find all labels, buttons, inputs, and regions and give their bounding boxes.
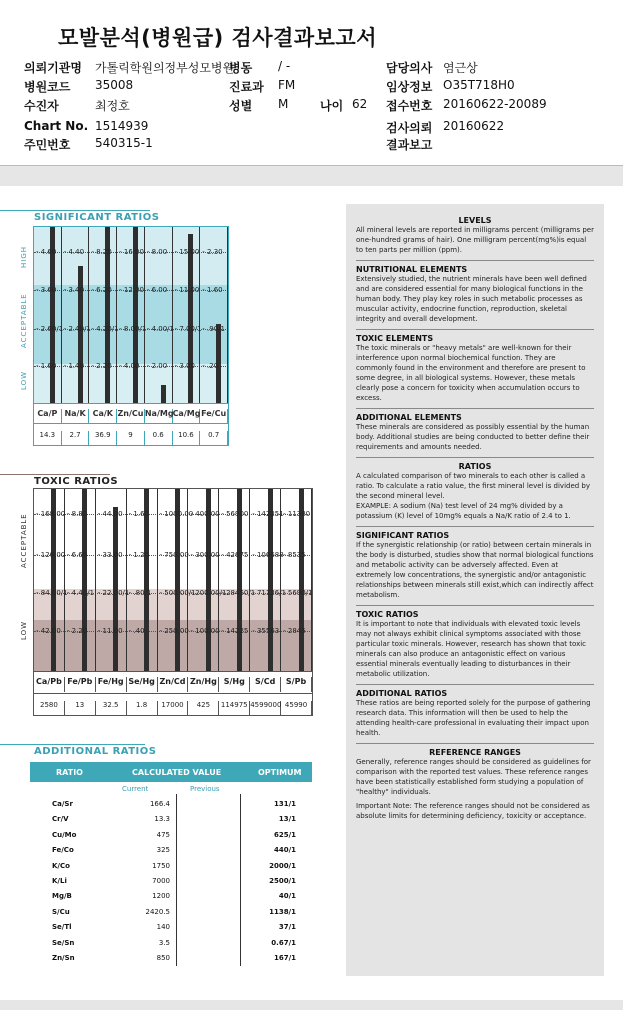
tick-label: - 14225 bbox=[221, 626, 249, 635]
ratio-column bbox=[219, 489, 256, 671]
ratio-category-label: Ca/P bbox=[34, 409, 62, 424]
important-note: Important Note: The reference ranges should not be considered as absolute limits for determining deficiency, toxicity or acceptance. bbox=[356, 802, 590, 820]
ratio-name: Se/Sn bbox=[52, 938, 75, 947]
ratio-category-label: S/Pb bbox=[281, 677, 312, 692]
ratios-text: A calculated comparison of two minerals to each other is called a ratio. To calculate a ratio value, the first mineral level is divided by the second mineral level. bbox=[356, 472, 591, 500]
reference-ranges-text: Generally, reference ranges should be considered as guidelines for comparison with the reported test values. These reference ranges have been statistically established form studying a population of "healthy" individuals. bbox=[356, 758, 591, 796]
ratio-name: Ca/Sr bbox=[52, 800, 73, 808]
table-row bbox=[30, 800, 312, 815]
table-row bbox=[30, 908, 312, 923]
ratio-value-label: 9 bbox=[117, 431, 145, 445]
ratios-example: EXAMPLE: A sodium (Na) test level of 24 mg% divided by a potassium (K) level of 10mg% equals a Na/K ratio of 2.4 to 1. bbox=[356, 502, 571, 520]
table-header bbox=[30, 762, 312, 782]
tick-label: - 126.00 bbox=[36, 550, 66, 559]
ratio-value-label: 2580 bbox=[34, 701, 65, 715]
tick-label: - 1000.00 bbox=[159, 510, 194, 519]
ratio-column bbox=[281, 489, 312, 671]
ratio-name: Mg/B bbox=[52, 892, 72, 901]
field-label: 병원코드 bbox=[24, 80, 71, 94]
field-value: M bbox=[278, 97, 289, 111]
toxic-elements-text: The toxic minerals or "heavy metals" are well-known for their interference upon normal biochemical function. They are commonly found in the environment and therefore are present to some degree, in all biological systems. However, these metals clearly pose a concern for toxicity when accumulation occurs to excess. bbox=[356, 344, 586, 402]
tick-label: - 2.30 bbox=[202, 247, 223, 256]
tick-label: - .20 bbox=[202, 362, 219, 371]
subheader-previous: Previous bbox=[190, 785, 220, 793]
ratio-category-label: Zn/Cd bbox=[158, 677, 189, 692]
optimum-value: 625/1 bbox=[273, 830, 296, 839]
table-row bbox=[30, 954, 312, 969]
significant-ratios-info-text: If the synergistic relationship (or ratio) between certain minerals in the body is disturbed, studies show that normal biological functions and metabolic activity can be adversely affected. Even at extremely low concentrations, the synergistic and/or antagonistic relationships between minerals still exist,which can indirectly affect metabolism. bbox=[356, 541, 594, 599]
divider bbox=[356, 605, 594, 606]
ratio-category-label: Na/Mg bbox=[145, 409, 173, 424]
tick-label: - 8.00 bbox=[146, 247, 168, 256]
ratio-column bbox=[34, 227, 62, 403]
tick-label: - 100.00 bbox=[190, 626, 220, 635]
tick-label: - 750.00 bbox=[159, 550, 189, 559]
field-label: 접수번호 bbox=[386, 99, 433, 113]
field-label: 검사의뢰 bbox=[386, 121, 433, 135]
ratio-category-label: Zn/Cu bbox=[117, 409, 145, 424]
ratio-column bbox=[89, 227, 117, 403]
ratio-column bbox=[250, 489, 287, 671]
table-row bbox=[30, 939, 312, 954]
tick-label: - 4.20/1 bbox=[91, 325, 119, 334]
ratio-value-label: 4599000 bbox=[250, 701, 281, 715]
toxic-elements-title: TOXIC ELEMENTS bbox=[356, 334, 434, 343]
ratio-column bbox=[200, 227, 228, 403]
levels-title: LEVELS bbox=[458, 216, 492, 225]
ratio-value-label: 0.6 bbox=[145, 431, 173, 445]
toxic-ratios-title: TOXIC RATIOS bbox=[34, 476, 119, 487]
ratio-category-label: Zn/Hg bbox=[188, 677, 219, 692]
divider bbox=[356, 743, 594, 744]
optimum-value: 440/1 bbox=[273, 846, 296, 855]
table-row bbox=[30, 815, 312, 830]
nutritional-text: Extensively studied, the nutrient minerals have been well defined and are considered essential for many biological functions in the human body. They play key roles in such metabolic processes as muscular activity, endocrine function, reproduction, skeletal integrity and overall development. bbox=[356, 275, 587, 323]
ratio-value-label: 14.3 bbox=[34, 431, 62, 445]
ratio-name: Zn/Sn bbox=[52, 954, 75, 962]
tick-label: - 1.60 bbox=[128, 510, 149, 519]
tick-label: - 8.80 bbox=[66, 510, 88, 519]
report-header bbox=[0, 0, 623, 166]
ratio-column bbox=[173, 227, 201, 403]
tick-label: - 4.40/1 bbox=[66, 588, 95, 597]
tick-label: - 5690/1 bbox=[283, 588, 313, 597]
zone-label-acceptable: ACCEPTABLE bbox=[20, 513, 28, 568]
tick-label: - 1.20 bbox=[128, 550, 149, 559]
current-value: 850 bbox=[156, 954, 170, 962]
field-value: / - bbox=[278, 59, 291, 73]
significant-ratios-title: SIGNIFICANT RATIOS bbox=[34, 212, 160, 223]
field-value: 1514939 bbox=[95, 119, 149, 133]
field-value: 최정호 bbox=[95, 99, 130, 113]
current-value: 3.5 bbox=[158, 938, 170, 947]
toxic-ratios-chart bbox=[33, 488, 313, 672]
current-value: 475 bbox=[156, 830, 170, 839]
ratios-title: RATIOS bbox=[458, 462, 492, 471]
ratio-value-label: 36.9 bbox=[89, 431, 117, 445]
tick-label: - 2845 bbox=[283, 626, 306, 635]
field-value: 염근상 bbox=[443, 61, 478, 75]
report-title: 모발분석(병원급) 검사결과보고서 bbox=[58, 26, 378, 50]
ratio-value-label: 13 bbox=[65, 701, 96, 715]
toxic-ratios-values bbox=[33, 694, 313, 716]
tick-label: - 168.00 bbox=[36, 510, 66, 519]
levels-text: All mineral levels are reported in milligrams percent (milligrams per one-hundred grams of hair). One milligram percent(mg%)is equal to ten parts per million (ppm). bbox=[356, 226, 594, 254]
ratio-category-label: Ca/Pb bbox=[34, 677, 65, 692]
reference-ranges-title: REFERENCE RANGES bbox=[429, 748, 521, 757]
current-value: 7000 bbox=[152, 877, 170, 885]
tick-label: - 71126/1 bbox=[252, 588, 287, 597]
header-calculated: CALCULATED VALUE bbox=[132, 768, 222, 777]
explanation-panel bbox=[346, 204, 604, 976]
tick-label: - 4.40 bbox=[63, 247, 85, 256]
ratio-value-label: 1.8 bbox=[127, 701, 158, 715]
tick-label: - 2.20 bbox=[66, 626, 88, 635]
ratio-column bbox=[65, 489, 96, 671]
field-label: 결과보고 bbox=[386, 138, 433, 152]
optimum-value: 2500/1 bbox=[269, 877, 296, 885]
optimum-value: 13/1 bbox=[278, 815, 296, 824]
tick-label: - 2.00 bbox=[146, 362, 168, 371]
tick-label: - 6.60 bbox=[66, 550, 88, 559]
additional-elements-title: ADDITIONAL ELEMENTS bbox=[356, 413, 462, 422]
tick-label: - 1.40 bbox=[63, 362, 85, 371]
additional-ratios-title: ADDITIONAL RATIOS bbox=[34, 746, 157, 757]
field-label: 성별 bbox=[229, 99, 253, 113]
tick-label: - 4.00 bbox=[119, 362, 140, 371]
tick-label: - .40 bbox=[128, 626, 145, 635]
tick-label: - 400.00 bbox=[190, 510, 220, 519]
tick-label: - 28450/1 bbox=[221, 588, 256, 597]
table-row bbox=[30, 831, 312, 846]
tick-label: - 8535 bbox=[283, 550, 306, 559]
tick-label: - 7.00/1 bbox=[174, 325, 202, 334]
tick-label: - 42675 bbox=[221, 550, 249, 559]
tick-label: - .80/1 bbox=[128, 588, 152, 597]
additional-ratios-table bbox=[30, 762, 312, 972]
section-rule bbox=[0, 744, 145, 745]
ratio-name: Fe/Co bbox=[52, 846, 74, 855]
tick-label: - 8.20 bbox=[91, 247, 112, 256]
ratio-name: Cu/Mo bbox=[52, 830, 77, 839]
ratio-value-label: 114975 bbox=[219, 701, 250, 715]
ratio-name: S/Cu bbox=[52, 907, 70, 916]
tick-label: - 106688 bbox=[252, 550, 284, 559]
tick-label: - 2.20 bbox=[91, 362, 112, 371]
tick-label: - 2.40/1 bbox=[63, 325, 91, 334]
optimum-value: 2000/1 bbox=[269, 861, 296, 870]
field-value: 20160622 bbox=[443, 119, 505, 133]
ratio-column bbox=[127, 489, 158, 671]
section-rule bbox=[0, 210, 150, 211]
ratio-name: Se/Tl bbox=[52, 923, 72, 932]
zone-label-acceptable: ACCEPTABLE bbox=[20, 293, 28, 348]
field-label: 수진자 bbox=[24, 99, 59, 113]
ratio-category-label: Na/K bbox=[62, 409, 90, 424]
ratio-name: K/Co bbox=[52, 861, 70, 870]
ratio-category-label: Se/Hg bbox=[127, 677, 158, 692]
additional-ratios-info-text: These ratios are being reported solely for the purpose of gathering research data. This information will then be used to help the attending health-care professional in evaluating their impact upon health. bbox=[356, 699, 591, 737]
significant-ratios-categories bbox=[33, 404, 229, 424]
tick-label: - 12.00 bbox=[119, 286, 144, 295]
current-value: 1750 bbox=[152, 861, 170, 870]
ratio-name: K/Li bbox=[52, 877, 67, 885]
tick-label: - 4.60 bbox=[36, 247, 57, 256]
divider bbox=[356, 260, 594, 261]
table-row bbox=[30, 923, 312, 938]
ratio-value-label: 17000 bbox=[158, 701, 189, 715]
tick-label: - 2.60/1 bbox=[36, 325, 64, 334]
field-value: 가톨릭학원의정부성모병원 bbox=[95, 61, 235, 75]
additional-ratios-info-title: ADDITIONAL RATIOS bbox=[356, 689, 448, 698]
table-row bbox=[30, 892, 312, 907]
current-value: 166.4 bbox=[149, 800, 170, 808]
header-optimum: OPTIMUM bbox=[258, 768, 302, 777]
ratio-category-label: S/Hg bbox=[219, 677, 250, 692]
zone-label-low: LOW bbox=[20, 370, 28, 390]
current-value: 2420.5 bbox=[145, 907, 170, 916]
tick-label: - 500.00/1 bbox=[159, 588, 196, 597]
field-value: O35T718H0 bbox=[443, 78, 515, 92]
ratio-column bbox=[145, 227, 173, 403]
ratio-value-label: 32.5 bbox=[96, 701, 127, 715]
nutritional-title: NUTRITIONAL ELEMENTS bbox=[356, 265, 468, 274]
tick-label: - 84.00/1 bbox=[36, 588, 68, 597]
significant-ratios-values bbox=[33, 424, 229, 446]
tick-label: - 44.00 bbox=[97, 510, 123, 519]
tick-label: - 16.00 bbox=[119, 247, 144, 256]
zone-label-low: LOW bbox=[20, 620, 28, 640]
ratio-column bbox=[117, 227, 145, 403]
divider bbox=[356, 457, 594, 458]
ratio-category-label: Fe/Hg bbox=[96, 677, 127, 692]
header-ratio: RATIO bbox=[56, 768, 83, 777]
tick-label: - 15.00 bbox=[174, 247, 200, 256]
tick-label: - 33.00 bbox=[97, 550, 123, 559]
optimum-value: 37/1 bbox=[278, 923, 296, 932]
divider bbox=[356, 684, 594, 685]
subheader-current: Current bbox=[122, 785, 149, 793]
tick-label: - 6.20 bbox=[91, 286, 112, 295]
field-label: 병동 bbox=[229, 61, 253, 75]
field-value: 540315-1 bbox=[95, 136, 153, 150]
optimum-value: 40/1 bbox=[278, 892, 296, 901]
tick-label: - 42.00 bbox=[36, 626, 61, 635]
tick-label: - 3.60 bbox=[36, 286, 57, 295]
tick-label: - 1.60 bbox=[202, 286, 223, 295]
ratio-value-label: 425 bbox=[188, 701, 219, 715]
current-value: 1200 bbox=[152, 892, 170, 901]
tick-label: - 142251 bbox=[252, 510, 284, 519]
ratio-column bbox=[62, 227, 90, 403]
tick-label: - 3.00 bbox=[174, 362, 195, 371]
ratio-category-label: Fe/Cu bbox=[200, 409, 228, 424]
optimum-value: 0.67/1 bbox=[271, 938, 296, 947]
field-value: 20160622-20089 bbox=[443, 97, 547, 111]
field-label: 임상정보 bbox=[386, 80, 433, 94]
tick-label: - 11.00 bbox=[174, 286, 200, 295]
optimum-value: 1138/1 bbox=[269, 907, 296, 916]
tick-label: - 4.00/1 bbox=[146, 325, 174, 334]
current-value: 13.3 bbox=[154, 815, 170, 824]
divider bbox=[356, 408, 594, 409]
toxic-ratios-categories bbox=[33, 672, 313, 694]
tick-label: - 250.00 bbox=[159, 626, 189, 635]
field-label: 담당의사 bbox=[386, 61, 433, 75]
toxic-ratios-info-title: TOXIC RATIOS bbox=[356, 610, 419, 619]
field-label: 의뢰기관명 bbox=[24, 61, 82, 75]
tick-label: - 300.00 bbox=[190, 550, 220, 559]
ratio-column bbox=[188, 489, 227, 671]
section-rule bbox=[0, 474, 110, 475]
optimum-value: 167/1 bbox=[273, 954, 296, 962]
ratio-category-label: Ca/K bbox=[89, 409, 117, 424]
field-label: Chart No. bbox=[24, 119, 89, 133]
current-value: 140 bbox=[156, 923, 170, 932]
ratio-column bbox=[96, 489, 130, 671]
tick-label: - 3.40 bbox=[63, 286, 85, 295]
toxic-ratios-info-text: It is important to note that individuals with elevated toxic levels may not always exhibit clinical symptoms associated with those particular toxic minerals. However, research has shown that toxic minerals can also produce an antagonistic effect on various essential minerals eventually leading to disturbances in their metabolic utilization. bbox=[356, 620, 587, 678]
zone-label-high: HIGH bbox=[20, 245, 28, 268]
tick-label: - 35563 bbox=[252, 626, 280, 635]
ratio-name: Cr/V bbox=[52, 815, 69, 824]
field-label: 나이 bbox=[320, 99, 344, 113]
current-value: 325 bbox=[156, 846, 170, 855]
ratio-value-label: 45990 bbox=[281, 701, 312, 715]
tick-label: - 22.00/1 bbox=[97, 588, 130, 597]
field-value: 35008 bbox=[95, 78, 134, 92]
tick-label: - 11380 bbox=[283, 510, 311, 519]
divider bbox=[356, 526, 594, 527]
field-value: FM bbox=[278, 78, 296, 92]
tick-label: - 8.00/1 bbox=[119, 325, 147, 334]
divider bbox=[356, 329, 594, 330]
table-body bbox=[30, 800, 312, 972]
field-label: 주민번호 bbox=[24, 138, 71, 152]
ratio-column bbox=[34, 489, 68, 671]
ratio-category-label: Fe/Pb bbox=[65, 677, 96, 692]
ratio-bar bbox=[161, 385, 166, 403]
ratio-value-label: 2.7 bbox=[62, 431, 90, 445]
field-value: 62 bbox=[352, 97, 368, 111]
tick-label: - 6.00 bbox=[146, 286, 168, 295]
tick-label: - 11.00 bbox=[97, 626, 123, 635]
ratio-category-label: Ca/Mg bbox=[173, 409, 201, 424]
optimum-value: 131/1 bbox=[273, 800, 296, 808]
significant-ratios-info-title: SIGNIFICANT RATIOS bbox=[356, 531, 450, 540]
bottom-band bbox=[0, 1000, 623, 1010]
significant-ratios-chart bbox=[33, 226, 229, 404]
tick-label: - 56900 bbox=[221, 510, 249, 519]
ratio-category-label: S/Cd bbox=[250, 677, 281, 692]
separator-band bbox=[0, 166, 623, 186]
additional-elements-text: These minerals are considered as possibly essential by the human body. Additional studies are being conducted to better define their requirements and amounts needed. bbox=[356, 423, 590, 451]
table-row bbox=[30, 862, 312, 877]
ratio-bar bbox=[188, 234, 193, 403]
tick-label: - 200.00/1 bbox=[190, 588, 227, 597]
tick-label: - .90/1 bbox=[202, 325, 225, 334]
ratio-column bbox=[158, 489, 196, 671]
field-label: 진료과 bbox=[229, 80, 264, 94]
ratio-value-label: 10.6 bbox=[173, 431, 201, 445]
table-row bbox=[30, 877, 312, 892]
tick-label: - 1.60 bbox=[36, 362, 57, 371]
table-row bbox=[30, 846, 312, 861]
ratio-value-label: 0.7 bbox=[200, 431, 228, 445]
